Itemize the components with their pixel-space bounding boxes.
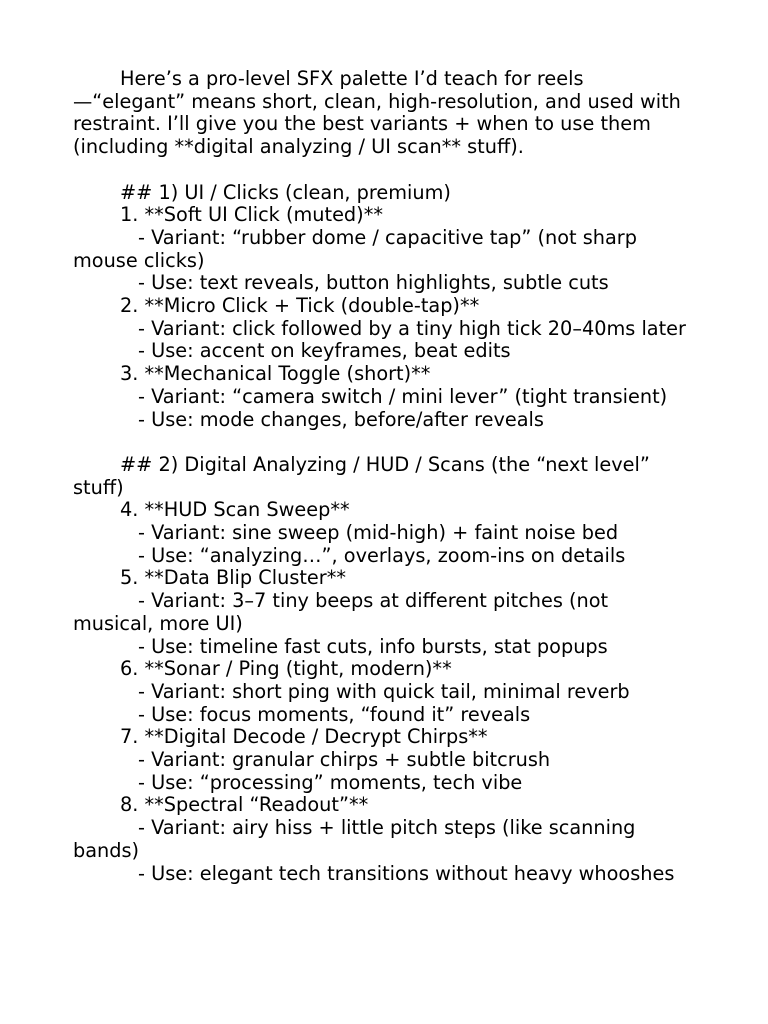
item-variant-line: - Variant: granular chirps + subtle bitcrush (138, 748, 551, 772)
item-title: 5. **Data Blip Cluster** (120, 566, 346, 590)
blank-line (73, 431, 693, 454)
item-use-line: - Use: timeline fast cuts, info bursts, stat popups (138, 634, 608, 658)
item-title: 3. **Mechanical Toggle (short)** (120, 362, 431, 386)
item-use-line: - Use: elegant tech transitions without heavy whooshes (138, 861, 675, 885)
item-variant-line: - Variant: airy hiss + little pitch steps (like scanning bands) (73, 816, 636, 862)
blank-line (73, 159, 693, 182)
item-variant-line: - Variant: short ping with quick tail, minimal reverb (138, 679, 630, 703)
item-use-line: - Use: focus moments, “found it” reveals (138, 702, 531, 726)
section-heading: ## 1) UI / Clicks (clean, premium) (120, 180, 451, 204)
item-use-line: - Use: text reveals, button highlights, subtle cuts (138, 271, 609, 295)
section-2 (73, 454, 693, 885)
item-title: 7. **Digital Decode / Decrypt Chirps** (120, 725, 488, 749)
item-variant-line: - Variant: 3–7 tiny beeps at different pitches (not musical, more UI) (73, 589, 609, 635)
item-title: 4. **HUD Scan Sweep** (120, 498, 350, 522)
item-variant-line: - Variant: “rubber dome / capacitive tap” (not sharp mouse clicks) (73, 225, 637, 272)
item-variant-line: - Variant: sine sweep (mid-high) + faint noise bed (138, 521, 619, 545)
item-use-line: - Use: “processing” moments, tech vibe (138, 770, 523, 794)
item-use-line: - Use: accent on keyframes, beat edits (138, 339, 511, 363)
item-use-line: - Use: “analyzing…”, overlays, zoom-ins on details (138, 543, 626, 567)
item-title: 8. **Spectral “Readout”** (120, 793, 369, 817)
item-use-line: - Use: mode changes, before/after reveals (138, 407, 544, 431)
document-body (73, 68, 693, 885)
intro-paragraph: Here’s a pro-level SFX palette I’d teach for reels —“elegant” means short, clean, high-resolution, and used with restraint. I’ll give you the best variants + when to use them (including **digital analyzing / UI scan** stuff). (73, 67, 681, 159)
section-heading: ## 2) Digital Analyzing / HUD / Scans (the “next level” stuff) (73, 452, 650, 499)
item-title: 2. **Micro Click + Tick (double-tap)** (120, 294, 480, 318)
item-variant-line: - Variant: “camera switch / mini lever” (tight transient) (138, 384, 668, 408)
item-title: 1. **Soft UI Click (muted)** (120, 203, 383, 227)
item-title: 6. **Sonar / Ping (tight, modern)** (120, 657, 452, 681)
section-1 (73, 182, 693, 432)
item-variant-line: - Variant: click followed by a tiny high tick 20–40ms later (138, 316, 686, 340)
